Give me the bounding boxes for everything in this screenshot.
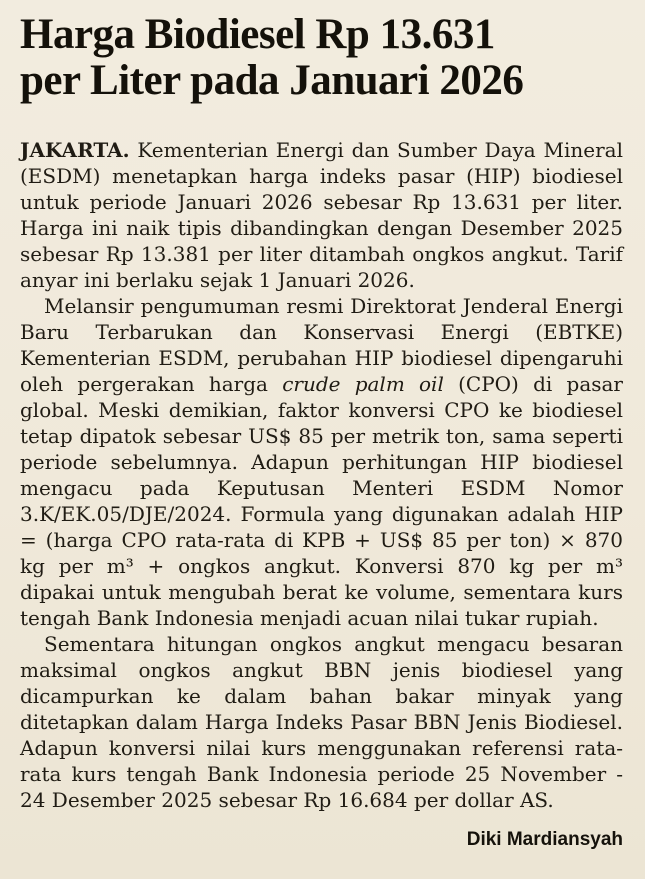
article-body [20, 137, 623, 853]
dateline: JAKARTA. [20, 137, 130, 162]
headline-line-1: Harga Biodiesel Rp 13.631 [20, 11, 495, 58]
headline-line-2: per Liter pada Januari 2026 [20, 57, 524, 105]
paragraph-formula-text-b: (CPO) di pasar global. Meski demikian, faktor konversi CPO ke biodiesel tetap dipatok sebesar US$ 85 per metrik ton, sama seperti periode sebelumnya. Adapun perhitungan HIP biodiesel mengacu pada Keputusan Menteri ESDM Nomor 3.K/EK.05/DJE/2024. Formula yang digunakan adalah HIP = (harga CPO rata-rata di KPB + US$ 85 per ton) × 870 kg per m³ + ongkos angkut. Konversi 870 kg per m³ dipakai untuk mengubah berat ke volume, sementara kurs tengah Bank Indonesia menjadi acuan nilai tukar rupiah. [20, 371, 623, 630]
byline: Diki Mardiansyah [466, 828, 623, 850]
italic-term-cpo: crude palm oil [282, 371, 444, 396]
paragraph-formula [20, 293, 623, 631]
paragraph-formula-text-a: Melansir pengumuman resmi Direktorat Jenderal Energi Baru Terbarukan dan Konservasi Energi (EBTKE) Kementerian ESDM, perubahan HIP biodiesel dipengaruhi oleh pergerakan harga [20, 293, 623, 396]
article-headline [20, 12, 623, 105]
paragraph-exchange-rate: Sementara hitungan ongkos angkut mengacu besaran maksimal ongkos angkut BBN jenis biodiesel yang dicampurkan ke dalam bahan bakar minyak yang ditetapkan dalam Harga Indeks Pasar BBN Jenis Biodiesel. Adapun konversi nilai kurs menggunakan referensi rata-rata kurs tengah Bank Indonesia periode 25 November - 24 Desember 2025 sebesar Rp 16.684 per dollar AS. [20, 631, 623, 812]
paragraph-lead-text: Kementerian Energi dan Sumber Daya Mineral (ESDM) menetapkan harga indeks pasar (HIP) biodiesel untuk periode Januari 2026 sebesar Rp 13.631 per liter. Harga ini naik tipis dibandingkan dengan Desember 2025 sebesar Rp 13.381 per liter ditambah ongkos angkut. Tarif anyar ini berlaku sejak 1 Januari 2026. [20, 137, 623, 292]
paragraph-lead [20, 137, 623, 293]
